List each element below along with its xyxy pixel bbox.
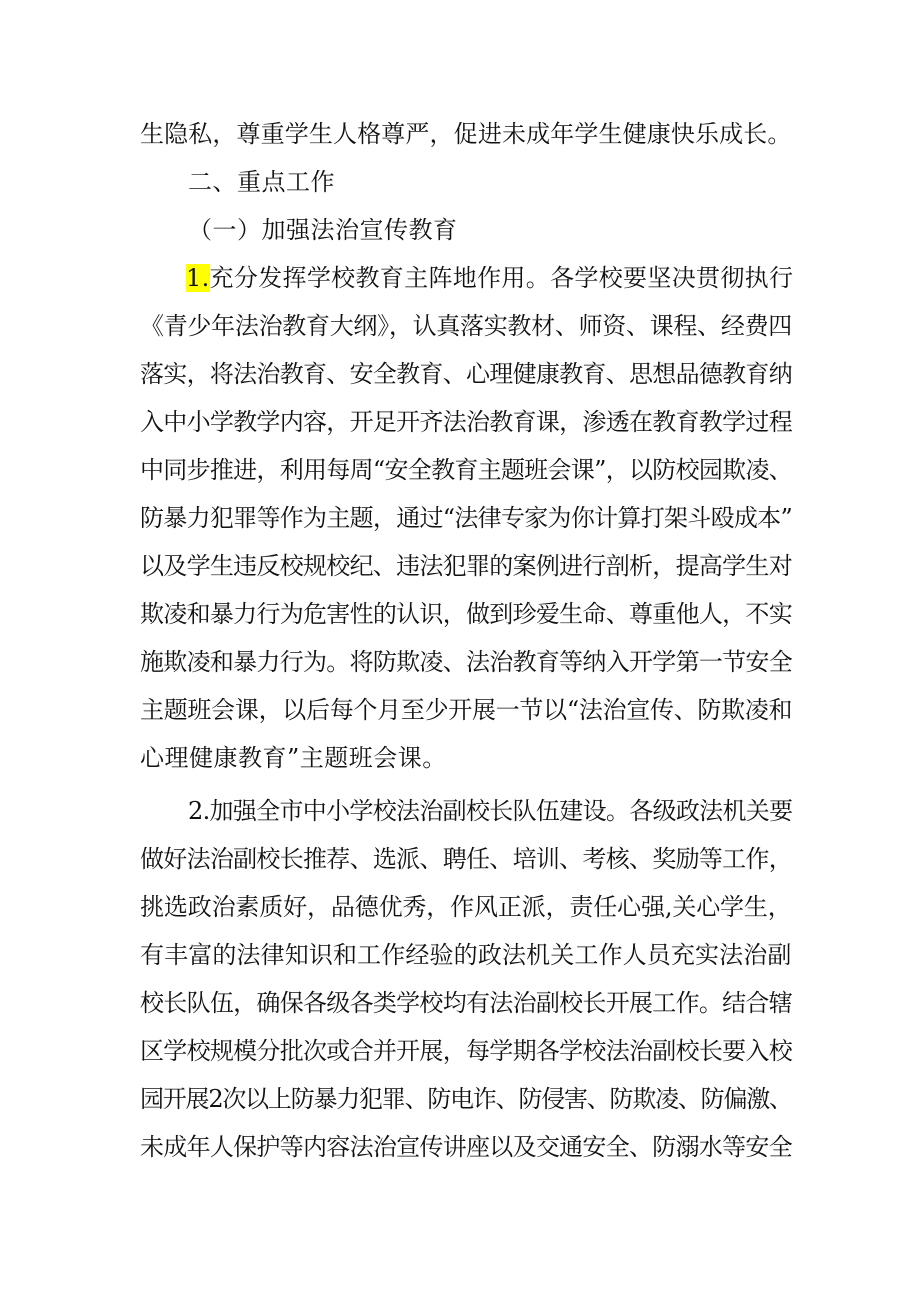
item-1-first-line xyxy=(186,262,793,294)
text-line: 心理健康教育”主题班会课。 xyxy=(140,744,447,772)
text-line: 园开展2次以上防暴力犯罪、防电诈、防侵害、防欺凌、防偏激、 xyxy=(140,1085,792,1113)
text-line: 区学校规模分批次或合并开展，每学期各学校法治副校长要入校 xyxy=(140,1037,792,1065)
text-line: 落实，将法治教育、安全教育、心理健康教育、思想品德教育纳 xyxy=(140,360,792,388)
text-line: 挑选政治素质好，品德优秀，作风正派，责任心强,关心学生， xyxy=(140,893,792,921)
item-1-text: 充分发挥学校教育主阵地作用。各学校要坚决贯彻执行 xyxy=(209,264,794,292)
text-line: 有丰富的法律知识和工作经验的政法机关工作人员充实法治副 xyxy=(140,941,792,969)
text-line: 《青少年法治教育大纲》，认真落实教材、师资、课程、经费四 xyxy=(140,312,792,340)
text-line: 施欺凌和暴力行为。将防欺凌、法治教育等纳入开学第一节安全 xyxy=(140,648,792,676)
item-number-highlight: 1. xyxy=(186,264,210,292)
text-line: 未成年人保护等内容法治宣传讲座以及交通安全、防溺水等安全 xyxy=(140,1133,792,1161)
subsection-heading: （一）加强法治宣传教育 xyxy=(188,216,458,244)
text-line: 主题班会课，以后每个月至少开展一节以“法治宣传、防欺凌和 xyxy=(140,696,793,724)
text-line: 中同步推进，利用每周“安全教育主题班会课”，以防校园欺凌、 xyxy=(140,456,793,484)
text-line: 生隐私，尊重学生人格尊严，促进未成年学生健康快乐成长。 xyxy=(140,120,792,148)
text-line: 做好法治副校长推荐、选派、聘任、培训、考核、奖励等工作， xyxy=(140,845,792,873)
item-2-first-line: 2.加强全市中小学校法治副校长队伍建设。各级政法机关要 xyxy=(188,797,793,825)
text-line: 欺凌和暴力行为危害性的认识，做到珍爱生命、尊重他人，不实 xyxy=(140,600,792,628)
section-heading: 二、重点工作 xyxy=(188,168,335,196)
text-line: 以及学生违反校规校纪、违法犯罪的案例进行剖析，提高学生对 xyxy=(140,552,792,580)
text-line: 入中小学教学内容，开足开齐法治教育课，渗透在教育教学过程 xyxy=(140,408,792,436)
text-line: 校长队伍，确保各级各类学校均有法治副校长开展工作。结合辖 xyxy=(140,989,792,1017)
text-line: 防暴力犯罪等作为主题，通过“法律专家为你计算打架斗殴成本” xyxy=(140,504,793,532)
